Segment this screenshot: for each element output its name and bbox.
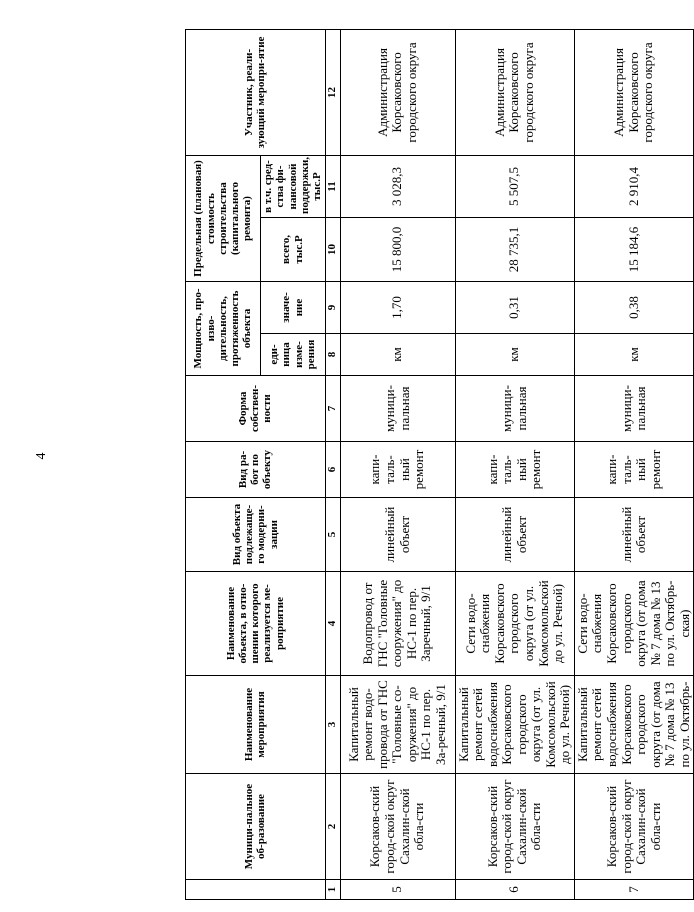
header-cost-support: в т.ч. сред-ства фи-нансовой поддержки, тыс.Р <box>261 155 326 217</box>
cell-cost-total: 15 184,6 <box>574 218 693 282</box>
page-number: 4 <box>34 452 49 460</box>
cell-value: 0,38 <box>574 282 693 334</box>
column-number: 12 <box>325 29 340 155</box>
cell-ownership: муници-пальная <box>340 376 455 442</box>
cell-object-name: Водопровод от ГНС "Головные сооружения" до НС-1 по пер. Заречный, 9/1 <box>340 572 455 676</box>
header-capacity: Мощность, про-изво-дительность, протяженность объекта <box>186 282 261 376</box>
header-event: Наименование мероприятия <box>186 676 326 774</box>
infrastructure-table <box>185 29 694 900</box>
column-number: 5 <box>325 498 340 572</box>
cell-participant: Администрация Корсаковского городского округа <box>574 29 693 155</box>
cell-event: Капитальный ремонт сетей водоснабжения Корсаковского городского округа (от ул. Комсомольской до ул. Речной) <box>455 676 574 774</box>
header-cost-total: всего, тыс.Р <box>261 218 326 282</box>
header-row-top <box>186 29 261 899</box>
cell-participant: Администрация Корсаковского городского округа <box>340 29 455 155</box>
cell-participant: Администрация Корсаковского городского округа <box>455 29 574 155</box>
column-number: 8 <box>325 334 340 376</box>
column-number: 9 <box>325 282 340 334</box>
column-number: 3 <box>325 676 340 774</box>
header-unit: еди-ница изме-рения <box>261 334 326 376</box>
row-number: 6 <box>455 880 574 900</box>
cell-ownership: муници-пальная <box>455 376 574 442</box>
header-row-index <box>186 880 326 900</box>
header-cost: Предельная (плановая) стоимость строительства (капитального ремонта) <box>186 155 261 281</box>
header-ownership: Форма собствен-ности <box>186 376 326 442</box>
table-row <box>455 29 574 899</box>
header-value: значе-ние <box>261 282 326 334</box>
cell-work-type: капи-таль-ный ремонт <box>455 442 574 498</box>
header-participant: Участник, реали-зующий меропри-ятие <box>186 29 326 155</box>
cell-municipality: Корсаков-ский город-ской округ Сахалин-ской обла-сти <box>340 774 455 880</box>
table-row <box>574 29 693 899</box>
cell-cost-support: 3 028,3 <box>340 155 455 217</box>
column-number: 7 <box>325 376 340 442</box>
row-number: 5 <box>340 880 455 900</box>
cell-ownership: муници-пальная <box>574 376 693 442</box>
cell-unit: км <box>455 334 574 376</box>
row-number: 7 <box>574 880 693 900</box>
cell-municipality: Корсаков-ский город-ской округ Сахалин-ской обла-сти <box>455 774 574 880</box>
column-number: 10 <box>325 218 340 282</box>
cell-object-type: линейный объект <box>455 498 574 572</box>
cell-cost-total: 15 800,0 <box>340 218 455 282</box>
cell-object-name: Сети водо-снабжения Корсаковского городского округа (от дома № 7 дома № 13 по ул. Октябрь-ская) <box>574 572 693 676</box>
cell-value: 1,70 <box>340 282 455 334</box>
cell-event: Капитальный ремонт сетей водоснабжения Корсаковского городского округа (от дома № 7 дома № 13 по ул. Октябрь- <box>574 676 693 774</box>
cell-work-type: капи-таль-ный ремонт <box>574 442 693 498</box>
header-object-name: Наименование объекта, в отно-шении которого реализуется ме-роприятие <box>186 572 326 676</box>
cell-object-type: линейный объект <box>574 498 693 572</box>
cell-unit: км <box>340 334 455 376</box>
cell-cost-support: 5 507,5 <box>455 155 574 217</box>
cell-unit: км <box>574 334 693 376</box>
cell-municipality: Корсаков-ский город-ской округ Сахалин-ской обла-сти <box>574 774 693 880</box>
header-work-type: Вид ра-бот по объекту <box>186 442 326 498</box>
column-number: 4 <box>325 572 340 676</box>
cell-cost-support: 2 910,4 <box>574 155 693 217</box>
table-row <box>340 29 455 899</box>
cell-value: 0,31 <box>455 282 574 334</box>
column-number: 1 <box>325 880 340 900</box>
column-number: 11 <box>325 155 340 217</box>
cell-object-type: линейный объект <box>340 498 455 572</box>
header-object-type: Вид объекта подлежаще-го модерни-зации <box>186 498 326 572</box>
header-municipality: Муници-пальное об-разование <box>186 774 326 880</box>
column-number: 2 <box>325 774 340 880</box>
column-number: 6 <box>325 442 340 498</box>
column-number-row <box>325 29 340 899</box>
cell-event: Капитальный ремонт водо-провода от ГНС "Головные со-оружения" до НС-1 по пер. За-речный, 9/1 <box>340 676 455 774</box>
cell-work-type: капи-таль-ный ремонт <box>340 442 455 498</box>
cell-object-name: Сети водо-снабжения Корсаковского городского округа (от ул. Комсомольской до ул. Речной) <box>455 572 574 676</box>
cell-cost-total: 28 735,1 <box>455 218 574 282</box>
